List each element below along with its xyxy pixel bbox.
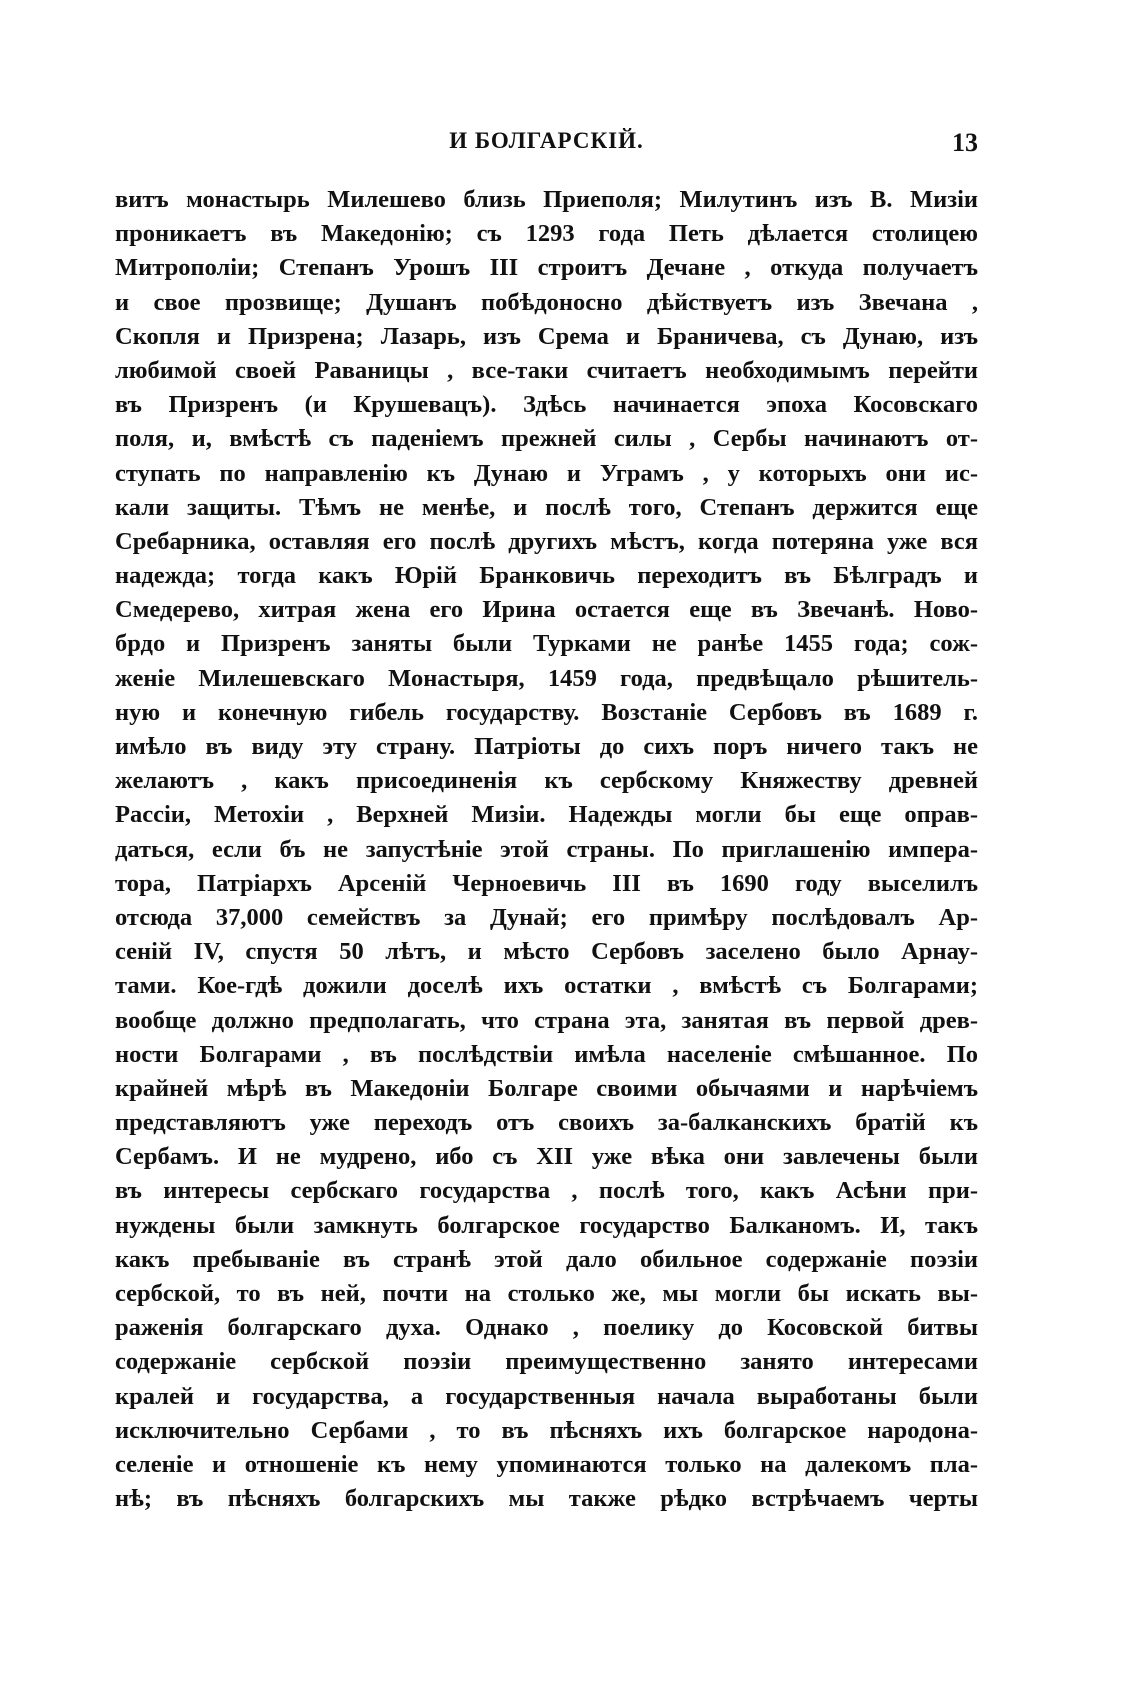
text-line: представляютъ уже переходъ отъ своихъ за-балканскихъ братій къ [115,1109,978,1137]
text-line: проникаетъ въ Македонію; съ 1293 года Петь дѣлается столицею [115,220,978,248]
text-line: сеній IV, спустя 50 лѣтъ, и мѣсто Сербовъ заселено было Арнау- [115,938,978,966]
text-line: тора, Патріархъ Арсеній Черноевичь III въ 1690 году выселилъ [115,869,978,897]
text-line: женіе Милешевскаго Монастыря, 1459 года, предвѣщало рѣшитель- [115,664,978,692]
text-line: поля, и, вмѣстѣ съ паденіемъ прежней силы , Сербы начинаютъ от- [115,425,978,453]
text-line: ности Болгарами , въ послѣдствіи имѣла населеніе смѣшанное. По [115,1040,978,1068]
text-line: тами. Кое-гдѣ дожили доселѣ ихъ остатки , вмѣстѣ съ Болгарами; [115,972,978,1000]
text-line: Скопля и Призрена; Лазарь, изъ Срема и Браничева, съ Дунаю, изъ [115,322,978,350]
running-head [115,128,978,168]
text-line: брдо и Призренъ заняты были Турками не ранѣе 1455 года; сож- [115,630,978,658]
text-line: селеніе и отношеніе къ нему упоминаются только на далекомъ пла- [115,1450,978,1478]
text-line: вообще должно предполагать, что страна эта, занятая въ первой древ- [115,1006,978,1034]
text-line: Митрополіи; Степанъ Урошъ III строитъ Дечане , откуда получаетъ [115,254,978,282]
text-line: Рассіи, Метохіи , Верхней Мизіи. Надежды могли бы еще оправ- [115,801,978,829]
text-line: витъ монастырь Милешево близь Приеполя; Милутинъ изъ В. Мизіи [115,186,978,213]
page-number: 13 [952,128,978,157]
text-line: кралей и государства, а государственныя начала выработаны были [115,1382,978,1410]
text-line: раженія болгарскаго духа. Однако , поелику до Косовской битвы [115,1314,978,1342]
text-line: имѣло въ виду эту страну. Патріоты до сихъ поръ ничего такъ не [115,733,978,760]
text-line: какъ пребываніе въ странѣ этой дало обильное содержаніе поэзіи [115,1245,978,1273]
text-line: крайней мѣрѣ въ Македоніи Болгаре своими обычаями и нарѣчіемъ [115,1074,978,1102]
text-line: любимой своей Раваницы , все-таки считаетъ необходимымъ перейти [115,356,978,384]
text-line: нуждены были замкнуть болгарское государство Балканомъ. И, такъ [115,1211,978,1239]
text-line: и свое прозвище; Душанъ побѣдоносно дѣйствуетъ изъ Звечана , [115,288,978,316]
text-line: сербской, то въ ней, почти на столько же, мы могли бы искать вы- [115,1280,978,1307]
text-line: ную и конечную гибель государству. Возстаніе Сербовъ въ 1689 г. [115,698,978,726]
text-line: Смедерево, хитрая жена его Ирина остается еще въ Звечанѣ. Ново- [115,596,978,624]
text-line: надежда; тогда какъ Юрій Бранковичь переходитъ въ Бѣлградъ и [115,562,978,590]
text-line: въ интересы сербскаго государства , послѣ того, какъ Асѣни при- [115,1177,978,1205]
body-text [115,183,978,1516]
text-line: даться, если бъ не запустѣніе этой страны. По приглашенію импера- [115,835,978,863]
text-line: исключительно Сербами , то въ пѣсняхъ ихъ болгарское народона- [115,1416,978,1444]
text-line: Сребарника, оставляя его послѣ другихъ мѣстъ, когда потеряна уже вся [115,527,978,555]
text-line: въ Призренъ (и Крушевацъ). Здѣсь начинается эпоха Косовскаго [115,391,978,419]
text-line: Сербамъ. И не мудрено, ибо съ XII уже вѣка они завлечены были [115,1143,978,1171]
text-line: нѣ; въ пѣсняхъ болгарскихъ мы также рѣдко встрѣчаемъ черты [115,1485,978,1513]
text-line: кали защиты. Тѣмъ не менѣе, и послѣ того, Степанъ держится еще [115,493,978,521]
text-line: ступать по направленію къ Дунаю и Уграмъ , у которыхъ они ис- [115,459,978,487]
text-line: содержаніе сербской поэзіи преимущественно занято интересами [115,1348,978,1376]
text-line: желаютъ , какъ присоединенія къ сербскому Княжеству древней [115,767,978,795]
running-title: И БОЛГАРСКІЙ. [449,128,644,153]
text-line: отсюда 37,000 семействъ за Дунай; его примѣру послѣдовалъ Ар- [115,903,978,931]
